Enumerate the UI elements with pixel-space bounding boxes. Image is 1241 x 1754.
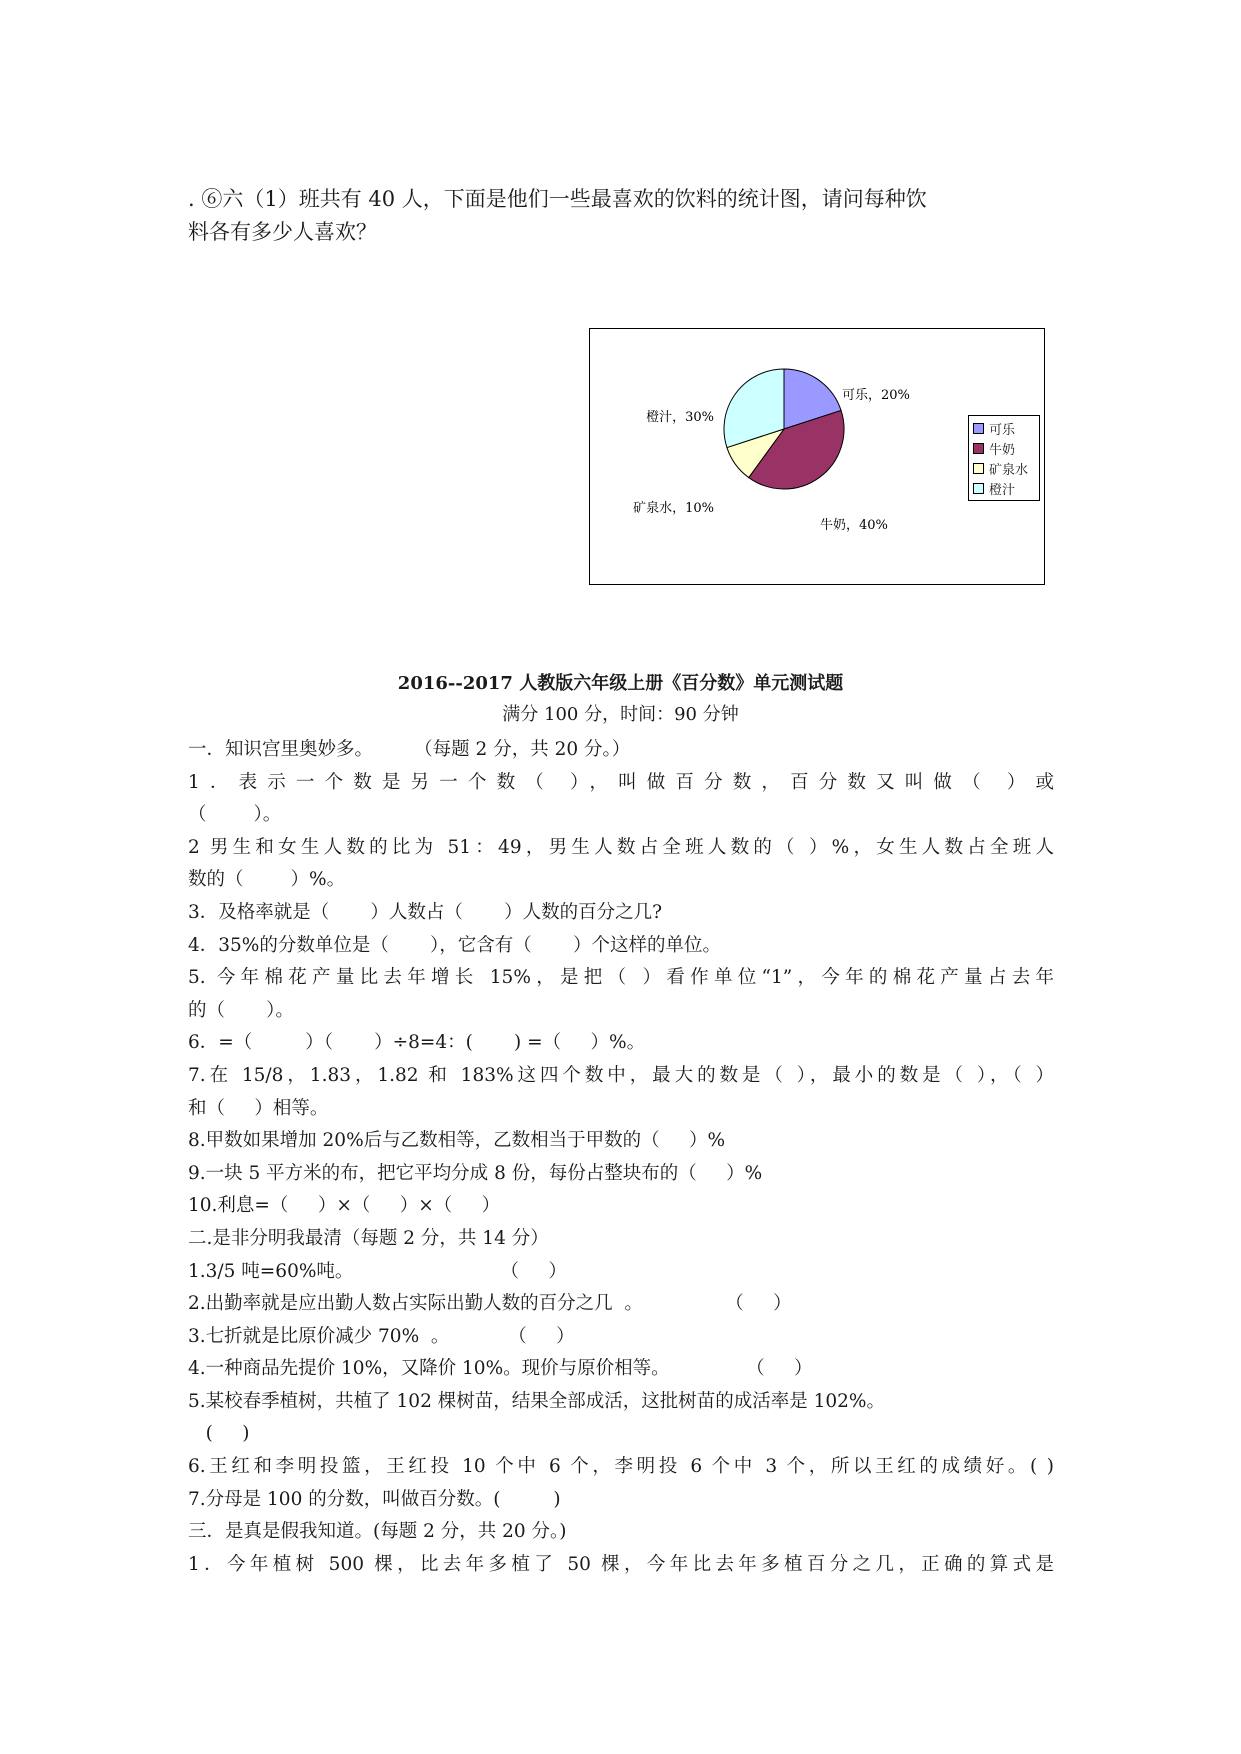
legend-label-water: 矿泉水 — [989, 462, 1029, 478]
question-line: 5. 今年棉花产量比去年增长 15%，是把（ ）看作单位“1”，今年的棉花产量占去年 — [188, 967, 1054, 989]
question-line: 1．表示一个数是另一个数（ ），叫做百分数，百分数又叫做（ ）或 — [188, 771, 1054, 793]
legend-label-orange-juice: 橙汁 — [989, 482, 1016, 498]
question-line: ( ) — [188, 1423, 250, 1445]
question-line: 4.一种商品先提价 10%，又降价 10%。现价与原价相等。 （ ） — [188, 1358, 813, 1380]
legend-label-milk: 牛奶 — [989, 442, 1016, 458]
legend-item-water — [969, 458, 1039, 478]
question-line: 9.一块 5 平方米的布，把它平均分成 8 份，每份占整块布的（ ）% — [188, 1162, 763, 1184]
test-subtitle: 满分 100 分，时间：90 分钟 — [502, 704, 739, 725]
question-line: 3．及格率就是（ ）人数占（ ）人数的百分之几? — [188, 901, 663, 923]
test-title: 2016--2017 人教版六年级上册《百分数》单元测试题 — [397, 673, 844, 694]
question-line: 8.甲数如果增加 20%后与乙数相等，乙数相当于甲数的（ ）% — [188, 1130, 726, 1152]
question-line: 的（ ）。 — [188, 999, 294, 1021]
question-line: 7.分母是 100 的分数，叫做百分数。( ) — [188, 1488, 561, 1510]
question-line: 1.3/5 吨=60%吨。 （ ） — [188, 1260, 567, 1282]
question-line: 5.某校春季植树，共植了 102 棵树苗，结果全部成活，这批树苗的成活率是 102%。 — [188, 1390, 885, 1412]
slice-label-water: 矿泉水，10% — [633, 501, 714, 516]
legend-item-milk — [969, 438, 1039, 458]
legend-swatch-orange-juice — [973, 483, 984, 494]
question-line: 4．35%的分数单位是（ ），它含有（ ）个这样的单位。 — [188, 934, 721, 956]
chart-legend — [968, 415, 1040, 501]
section-2-heading: 二.是非分明我最清（每题 2 分，共 14 分） — [188, 1227, 549, 1249]
question-line: 数的（ ）%。 — [188, 869, 346, 891]
question-line: 10.利息=（ ）×（ ）×（ ） — [188, 1195, 501, 1217]
question-line: 7.在 15/8，1.83，1.82 和 183%这四个数中，最大的数是（ ），最小的数是（ ），（ ） — [188, 1064, 1054, 1086]
slice-label-milk: 牛奶，40% — [820, 518, 888, 533]
legend-item-cola — [969, 418, 1039, 438]
legend-swatch-water — [973, 463, 984, 474]
question-line: 2.出勤率就是应出勤人数占实际出勤人数的百分之几 。 （ ） — [188, 1293, 792, 1315]
intro-line-1: . ⑥六（1）班共有 40 人，下面是他们一些最喜欢的饮料的统计图，请问每种饮 — [188, 187, 927, 211]
legend-label-cola: 可乐 — [989, 422, 1016, 438]
test-body — [188, 734, 1054, 1581]
question-line: （ ）。 — [188, 804, 282, 826]
intro-question — [188, 183, 1058, 249]
slice-label-cola: 可乐，20% — [842, 388, 910, 403]
legend-swatch-cola — [973, 423, 984, 434]
legend-item-orange-juice — [969, 478, 1039, 498]
question-line: 和（ ）相等。 — [188, 1097, 329, 1119]
slice-label-orange-juice: 橙汁，30% — [646, 410, 714, 425]
question-line: 6.王红和李明投篮，王红投 10 个中 6 个，李明投 6 个中 3 个，所以王红的成绩好。( ) — [188, 1456, 1054, 1478]
question-line: 6．=（ ）（ ）÷8=4：( ) =（ ）%。 — [188, 1032, 646, 1054]
question-line: 3.七折就是比原价减少 70% 。 （ ） — [188, 1325, 575, 1347]
pie-chart — [589, 328, 1045, 585]
legend-swatch-milk — [973, 443, 984, 454]
section-3-heading: 三．是真是假我知道。(每题 2 分，共 20 分。) — [188, 1521, 567, 1543]
section-1-heading: 一．知识宫里奥妙多。 （每题 2 分，共 20 分。） — [188, 739, 631, 760]
intro-line-2: 料各有多少人喜欢？ — [188, 220, 377, 244]
question-line: 2 男生和女生人数的比为 51：49，男生人数占全班人数的（ ）%，女生人数占全班人 — [188, 836, 1054, 858]
question-line: 1．今年植树 500 棵，比去年多植了 50 棵，今年比去年多植百分之几，正确的算式是 — [188, 1553, 1054, 1575]
